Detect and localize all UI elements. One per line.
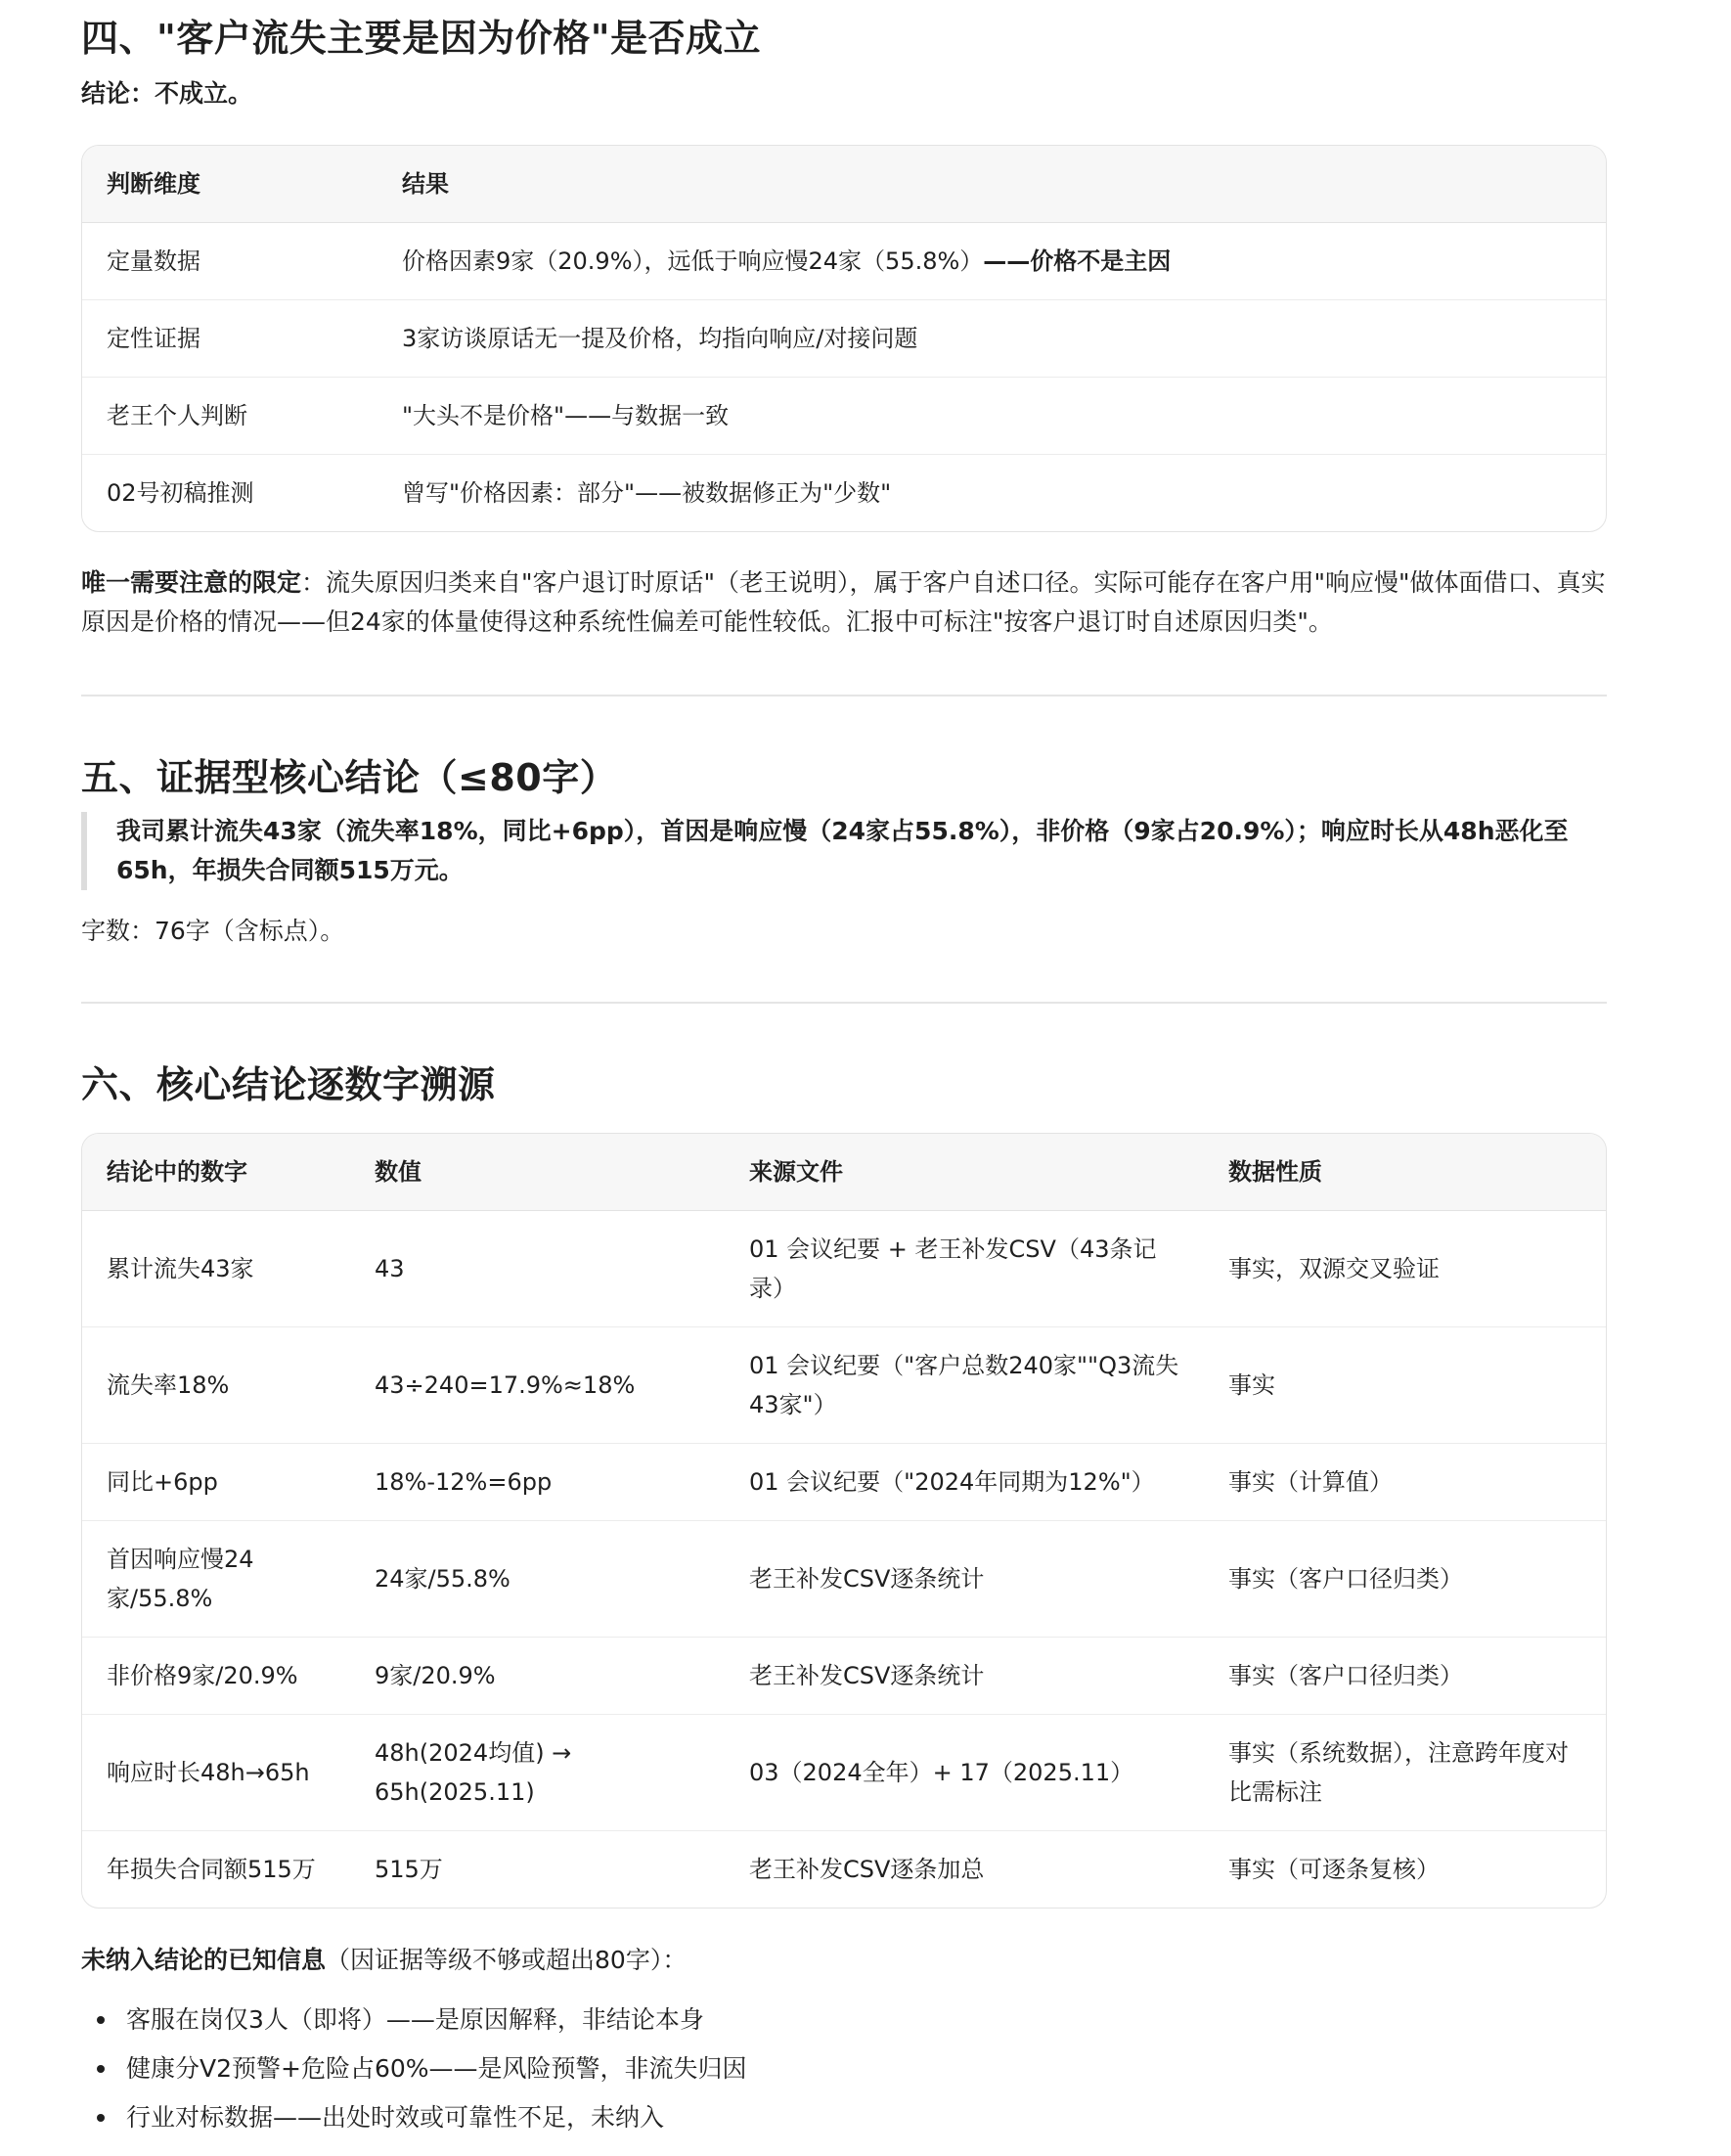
nature-cell: 事实，双源交叉验证 [1228,1255,1440,1282]
core-conclusion-quote: 我司累计流失43家（流失率18%，同比+6pp），首因是响应慢（24家占55.8%），非价格（9家占20.9%）；响应时长从48h恶化至65h，年损失合同额515万元。 [81,812,1607,890]
word-count: 字数：76字（含标点）。 [81,917,345,945]
table-header-row [82,146,1606,223]
limitation-text: ：流失原因归类来自"客户退订时原话"（老王说明），属于客户自述口径。实际可能存在客户用"响应慢"做体面借口、真实原因是价格的情况——但24家的体量使得这种系统性偏差可能性较低。汇报中可标注"按客户退订时自述原因归类"。 [81,568,1606,636]
conclusion-number-cell: 同比+6pp [82,1444,350,1521]
result-text: 3家访谈原话无一提及价格，均指向响应/对接问题 [402,325,918,352]
table-row [82,455,1606,532]
nature-cell: 事实（可逐条复核） [1204,1831,1606,1909]
section4-conclusion: 结论：不成立。 [81,79,253,108]
result-cell [377,455,1606,532]
value-cell: 24家/55.8% [350,1521,725,1638]
table-row [82,1831,1606,1909]
section4-title: 四、"客户流失主要是因为价格"是否成立 [81,17,762,60]
nature-cell: 事实（客户口径归类） [1204,1638,1606,1715]
table-row [82,1327,1606,1444]
table-row [82,1638,1606,1715]
result-cell [377,300,1606,378]
section6-title: 六、核心结论逐数字溯源 [81,1063,496,1106]
value-cell: 43 [375,1255,405,1282]
source-cell: 老王补发CSV逐条统计 [725,1638,1204,1715]
result-cell [377,223,1606,300]
conclusion-number-cell: 流失率18% [82,1327,350,1444]
table-row [82,1715,1606,1831]
list-item: 客服在岗仅3人（即将）——是原因解释，非结论本身 [81,1996,747,2044]
table-row [82,1211,1606,1327]
dimension-cell: 定量数据 [107,247,200,275]
source-cell: 03（2024全年）+ 17（2025.11） [725,1715,1204,1831]
judgement-table [81,145,1607,532]
result-text: 曾写"价格因素：部分"——被数据修正为"少数" [402,479,892,507]
list-item: 行业对标数据——出处时效或可靠性不足，未纳入 [81,2093,747,2142]
nature-cell: 事实 [1204,1327,1606,1444]
section5-title: 五、证据型核心结论（≤80字） [81,756,618,799]
column-header: 判断维度 [82,146,377,223]
conclusion-number-cell: 非价格9家/20.9% [82,1638,350,1715]
value-cell: 515万 [350,1831,725,1909]
conclusion-number-cell: 首因响应慢24家/55.8% [82,1521,350,1638]
limitation-note [81,563,1607,642]
excluded-info-label: 未纳入结论的已知信息 [81,1946,327,1974]
source-cell: 老王补发CSV逐条统计 [725,1521,1204,1638]
result-emphasis: ——价格不是主因 [983,247,1172,275]
table-row [82,1444,1606,1521]
column-header: 数据性质 [1204,1134,1606,1211]
excluded-info-heading [81,1941,687,1980]
table-row [82,300,1606,378]
conclusion-number-cell: 年损失合同额515万 [82,1831,350,1909]
dimension-cell: 老王个人判断 [82,378,377,455]
traceability-table [81,1133,1607,1909]
value-cell: 9家/20.9% [350,1638,725,1715]
dimension-cell: 定性证据 [82,300,377,378]
nature-cell: 事实（系统数据），注意跨年度对比需标注 [1204,1715,1606,1831]
column-header: 结果 [377,146,1606,223]
source-cell: 01 会议纪要（"2024年同期为12%"） [725,1444,1204,1521]
excluded-info-list [81,1996,747,2142]
value-cell: 43÷240=17.9%≈18% [350,1327,725,1444]
source-cell: 01 会议纪要（"客户总数240家""Q3流失43家"） [725,1327,1204,1444]
column-header: 来源文件 [725,1134,1204,1211]
value-cell: 18%-12%=6pp [350,1444,725,1521]
value-cell: 48h(2024均值) → 65h(2025.11) [350,1715,725,1831]
nature-cell: 事实（客户口径归类） [1204,1521,1606,1638]
table-row [82,378,1606,455]
section-divider [81,1002,1607,1004]
dimension-cell: 02号初稿推测 [82,455,377,532]
nature-cell: 事实（计算值） [1204,1444,1606,1521]
limitation-label: 唯一需要注意的限定 [81,568,302,597]
column-header: 结论中的数字 [82,1134,350,1211]
column-header: 数值 [350,1134,725,1211]
source-cell: 01 会议纪要 + 老王补发CSV（43条记录） [749,1235,1157,1302]
table-row [82,223,1606,300]
table-row [82,1521,1606,1638]
result-text: "大头不是价格"——与数据一致 [402,402,730,429]
excluded-info-text: （因证据等级不够或超出80字）： [326,1946,688,1974]
result-text: 价格因素9家（20.9%），远低于响应慢24家（55.8%） [402,247,984,275]
table-header-row [82,1134,1606,1211]
source-cell: 老王补发CSV逐条加总 [725,1831,1204,1909]
list-item: 健康分V2预警+危险占60%——是风险预警，非流失归因 [81,2044,747,2093]
conclusion-number-cell: 累计流失43家 [107,1255,254,1282]
section-divider [81,695,1607,696]
conclusion-number-cell: 响应时长48h→65h [82,1715,350,1831]
result-cell [377,378,1606,455]
